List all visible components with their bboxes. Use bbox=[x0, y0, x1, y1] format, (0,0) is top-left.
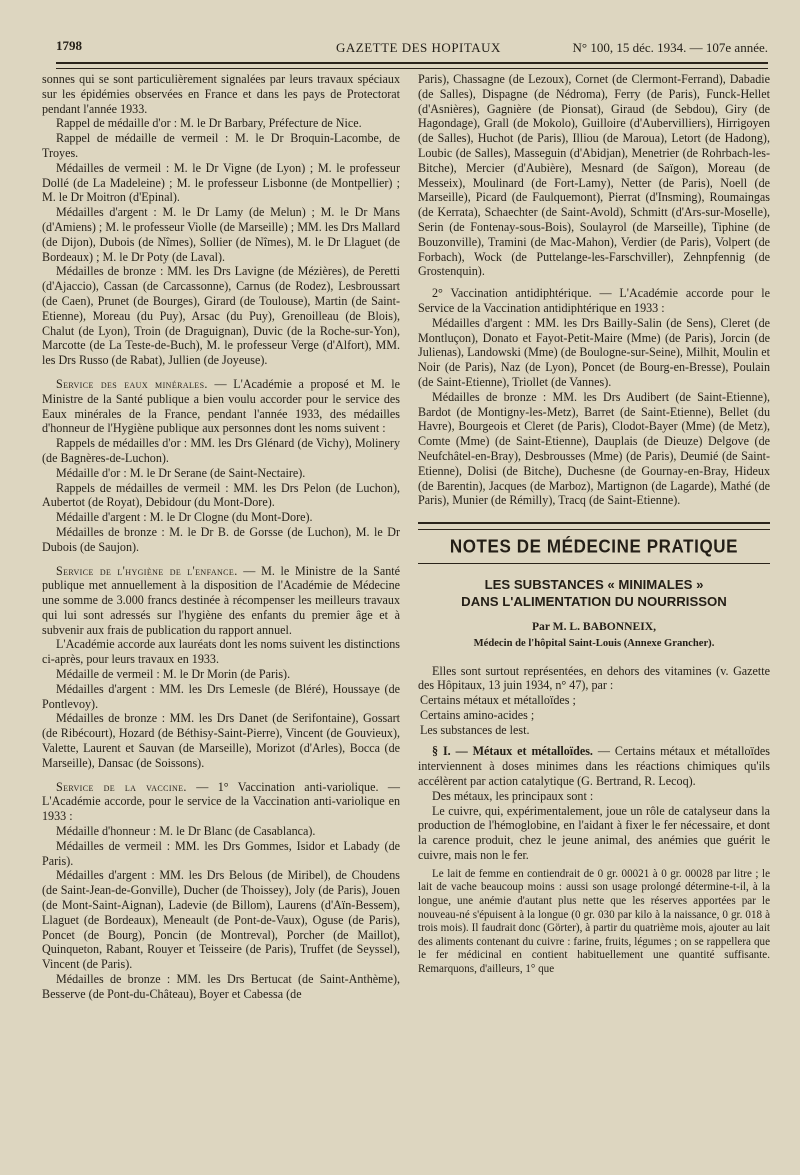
author-affiliation: Médecin de l'hôpital Saint-Louis (Annexe Grancher). bbox=[473, 637, 715, 649]
paragraph-text: — 1° Vaccination anti-variolique. — L'Académie accorde, pour le service de la Vaccination anti-variolique en 1933 : bbox=[42, 779, 400, 824]
author-line: Par M. L. BABONNEIX, bbox=[531, 619, 657, 633]
paragraph bbox=[42, 377, 400, 436]
paragraph bbox=[42, 780, 400, 824]
paragraph: 2° Vaccination antidiphtérique. — L'Académie accorde pour le Service de la Vaccination antidiphtérique en 1933 : bbox=[418, 286, 770, 315]
paragraph: Rappels de médailles de vermeil : MM. les Drs Pelon (de Luchon), Aubertot (de Royat), Debidour (du Mont-Dore). bbox=[42, 480, 400, 510]
paragraph: Médailles de bronze : MM. les Drs Danet (de Serifontaine), Gossart (de Ribécourt), Hozard (de Béthisy-Saint-Pierre), Vincent (de Gouvieux), Valette, Laurent et Sauvan (de Marseille), Morizot (d'Arles), Bocca (de Marseille), Dansac (de Soissons). bbox=[42, 711, 400, 770]
paragraph: sonnes qui se sont particulièrement signalées par leurs travaux spéciaux sur les épidémies observées en France et dans les pays de Protectorat pendant l'année 1933. bbox=[42, 72, 400, 116]
section-lead: Service de l'hygiène de l'enfance. bbox=[56, 563, 238, 578]
paragraph: Médaille de vermeil : M. le Dr Morin (de Paris). bbox=[56, 667, 291, 682]
paragraph: Médailles de bronze : M. le Dr B. de Gorsse (de Luchon), M. le Dr Dubois (de Saujon). bbox=[42, 524, 400, 554]
paragraph: Médaille d'honneur : M. le Dr Blanc (de Casablanca). bbox=[56, 824, 316, 839]
paragraph-text: — L'Académie a proposé et M. le Ministre de la Santé publique a bien voulu accorder pour le service des Eaux minérales de la France, pendant l'année 1933, des médailles d'honneur de l'Hygiène publique aux personnes dont les noms suivent : bbox=[42, 376, 400, 436]
header-rule bbox=[56, 62, 768, 69]
paragraph: Paris), Chassagne (de Lezoux), Cornet (de Clermont-Ferrand), Dabadie (de Salles), Dispagne (de Nédroma), Ferry (de Paris), Funck-Hellet (d'Asnières), Gagnière (de Pionsat), Giraud (de Sebdou), Giry (de Hagondage), Grall (de Mokolo), Guilloire (d'Aubervilliers), Hirrigoyen (de Salles), Huchot (de Paris), Illiou (de Maroua), Letort (de Hadong), Loubic (de Salles), Masseguin (d'Abidjan), Menetrier (de Rohrbach-les-Bitche), Mercier (d'Aubière), Mesnard (de Saïgon), Moreau (de Messeix), Moulinard (de Fort-Lamy), Netter (de Paris), Noell (de Marseille), Picard (de Faulquemont), Pierrat (d'Insming), Roumaingas (de Kerrata), Schaechter (de Saint-Avold), Schmitt (d'Ars-sur-Moselle), Serin (de Fontenay-sous-Bois), Soulayrol (de Marseille), Tiphine (de Bouzonville), Tramini (de Mac-Mahon), Verdier (de Paris), Volpert (de Forbach), Wock (de Puttelange-les-Farschviller), Zehnpfennig (de Grostenquin). bbox=[418, 72, 770, 279]
section-lead: Service des eaux minérales. bbox=[56, 376, 208, 391]
running-title: GAZETTE DES HOPITAUX bbox=[336, 40, 501, 55]
list-item: Les substances de lest. bbox=[420, 722, 530, 737]
left-column bbox=[42, 72, 400, 1002]
section-rule bbox=[418, 522, 770, 530]
list-item: Certains métaux et métalloïdes ; bbox=[420, 693, 576, 708]
paragraph: Médailles d'argent : MM. les Drs Belous (de Miribel), de Choudens (de Saint-Jean-de-Gonville), Ducher (de Thoissey), Joly (de Paris), Jouen (de Mont-Saint-Aignan), Ladevie (de Billom), Laurens (d'Aïn-Bessem), Llaguet (de Bordeaux), Meneault (de Pont-de-Vaux), Oguse (de Paris), Poncet (de Bourg), Poncin (de Montreval), Porcher (de Maillot), Quinqueton, Rabant, Rouyer et Teisseire (de Paris), Truffet (de Seyssel), Vincent (de Paris). bbox=[42, 868, 400, 972]
paragraph: L'Académie accorde aux lauréats dont les noms suivent les distinctions ci-après, pour leurs travaux en 1933. bbox=[42, 637, 400, 667]
paragraph: Médailles de bronze : MM. les Drs Bertucat (de Saint-Anthème), Besserve (de Pont-du-Château), Boyer et Cabessa (de bbox=[42, 972, 400, 1001]
paragraph: Rappel de médaille d'or : M. le Dr Barbary, Préfecture de Nice. bbox=[56, 116, 362, 131]
article-title-line-1: LES SUBSTANCES « MINIMALES » bbox=[484, 576, 704, 592]
section-title: NOTES DE MÉDECINE PRATIQUE bbox=[449, 536, 739, 557]
page-header bbox=[56, 36, 768, 60]
section-lead: § I. — Métaux et métalloïdes. bbox=[432, 744, 593, 759]
paragraph: Le cuivre, qui, expérimentalement, joue un rôle de catalyseur dans la production de l'hémoglobine, en l'aidant à fixer le fer nécessaire, et dont la carence produit, chez le jeune animal, des anémies que guérit le cuivre, mais non le fer. bbox=[418, 803, 770, 863]
paragraph: Rappel de médaille de vermeil : M. le Dr Broquin-Lacombe, de Troyes. bbox=[42, 131, 400, 160]
paragraph: Médailles de vermeil : M. le Dr Vigne (de Lyon) ; M. le professeur Dollé (de La Madeleine) ; M. le professeur Lisbonne (de Montpellier) ; M. le Dr Moitron (d'Epinal). bbox=[42, 160, 400, 205]
paragraph-small: Le lait de femme en contiendrait de 0 gr. 00021 à 0 gr. 00028 par litre ; le lait de vache beaucoup moins : aussi son usage prolongé détermine-t-il, à la longue, une anémie d'autant plus nette que les réserves apportées par le nouveau-né s'épuisent à la longue (0 gr. 030 par kilo à la naissance, 0 gr. 018 à trois mois). Il faudrait donc (Görter), à partir du quatrième mois, ajouter au lait des aliments contenant du cuivre : farine, fruits, légumes ; on se rappellera que le fer médicinal en contient habituellement une quantité suffisante. Remarquons, d'ailleurs, 1° que bbox=[418, 867, 770, 976]
paragraph: Médailles de bronze : MM. les Drs Audibert (de Saint-Etienne), Bardot (de Montigny-les-Metz), Barret (de Saint-Etienne), Bellet (du Havre), Bourgeois et Cleret (de Paris), Clodot-Bayer (Mme) (de Metz), Comte (Mme) (de Saint-Etienne), Dauplais (de Dieuze) Delgove (de Neufchâtel-en-Bray), Desbrousses (Mme) (de Paris), Deumié (de Saint-Etienne), Dolisi (de Bitche), Duchesne (de Gournay-en-Bray, Hideux (de Barentin), Jacques (de Marboz), Martignon (de Lagarde), Mathé (de Paris), Munier (de Rémilly), Tracq (de Saint-Etienne). bbox=[418, 389, 770, 508]
paragraph: Médailles de vermeil : MM. les Drs Gommes, Isidor et Labady (de Paris). bbox=[42, 838, 400, 868]
paragraph bbox=[418, 744, 770, 788]
issue-line: N° 100, 15 déc. 1934. — 107e année. bbox=[572, 40, 768, 55]
paragraph: Médailles d'argent : MM. les Drs Bailly-Salin (de Sens), Cleret (de Montluçon), Donato et Fayot-Petit-Maire (Mme) (de Paris), Jorcin (de Julienas), Landowski (Mme) (de Boulogne-sur-Seine), Milhit, Moulin et Noir (de Paris), Naz (de Lyon), Poncet (de Bourg-en-Bresse), Poulain (de Saint-Etienne), Triollet (de Vannes). bbox=[418, 315, 770, 389]
paragraph-text: — Certains métaux et métalloïdes interviennent à doses minimes dans les réactions chimiques qu'ils accélèrent par action catalytique (G. Bertrand, R. Lecoq). bbox=[418, 744, 771, 789]
right-column bbox=[418, 72, 770, 977]
paragraph: Elles sont surtout représentées, en dehors des vitamines (v. Gazette des Hôpitaux, 13 juin 1934, n° 47), par : bbox=[418, 663, 770, 693]
paragraph-text: — M. le Ministre de la Santé publique met annuellement à la disposition de l'Académie de Médecine une somme de 3.000 francs destinée à récompenser les meilleurs travaux qui lui sont adressés sur l'hygiène des enfants du premier âge et à subvenir aux frais de publication du rapport annuel. bbox=[42, 563, 400, 637]
title-rule bbox=[418, 563, 770, 564]
section-lead: Service de la vaccine. bbox=[56, 779, 187, 794]
paragraph: Médailles d'argent : M. le Dr Lamy (de Melun) ; M. le Dr Mans (d'Amiens) ; M. le professeur Violle (de Marseille) ; MM. les Drs Mallard (de Dijon), Dubois (de Nîmes), Sollier (de Nîmes), M. le Dr Llaguet (de Bordeaux) ; M. le Dr Poty (de Laval). bbox=[42, 205, 400, 264]
paragraph: Des métaux, les principaux sont : bbox=[432, 788, 594, 803]
article-title bbox=[418, 576, 770, 610]
list-item: Certains amino-acides ; bbox=[420, 707, 535, 722]
page-number: 1798 bbox=[56, 38, 82, 53]
article-title-line-2: DANS L'ALIMENTATION DU NOURRISSON bbox=[461, 593, 727, 609]
paragraph: Médailles d'argent : MM. les Drs Lemesle (de Bléré), Houssaye (de Pontlevoy). bbox=[42, 681, 400, 711]
paragraph bbox=[42, 564, 400, 638]
paragraph: Médaille d'or : M. le Dr Serane (de Saint-Nectaire). bbox=[56, 465, 306, 480]
paragraph: Médailles de bronze : MM. les Drs Lavigne (de Mézières), de Peretti (d'Ajaccio), Cassan (de Carcassonne), Carnus (de Rodez), Lesbroussart (de Caen), Prunet (de Bourges), Girard (de Toulouse), Martin (de Saint-Etienne), Moreau (du Puy), Arsac (du Puy), Grenoilleau (de Blois), Chalut (de Lyon), Troin (de Draguignan), Duvic (de la Roche-sur-Yon), Marcotte (de La Teste-de-Buch), M. le professeur Verge (d'Alfort), MM. les Drs Russo (de Rabat), Jullien (de Joyeuse). bbox=[42, 264, 400, 368]
paragraph: Rappels de médailles d'or : MM. les Drs Glénard (de Vichy), Molinery (de Bagnères-de-Luchon). bbox=[42, 436, 400, 465]
paragraph: Médaille d'argent : M. le Dr Clogne (du Mont-Dore). bbox=[56, 510, 313, 525]
